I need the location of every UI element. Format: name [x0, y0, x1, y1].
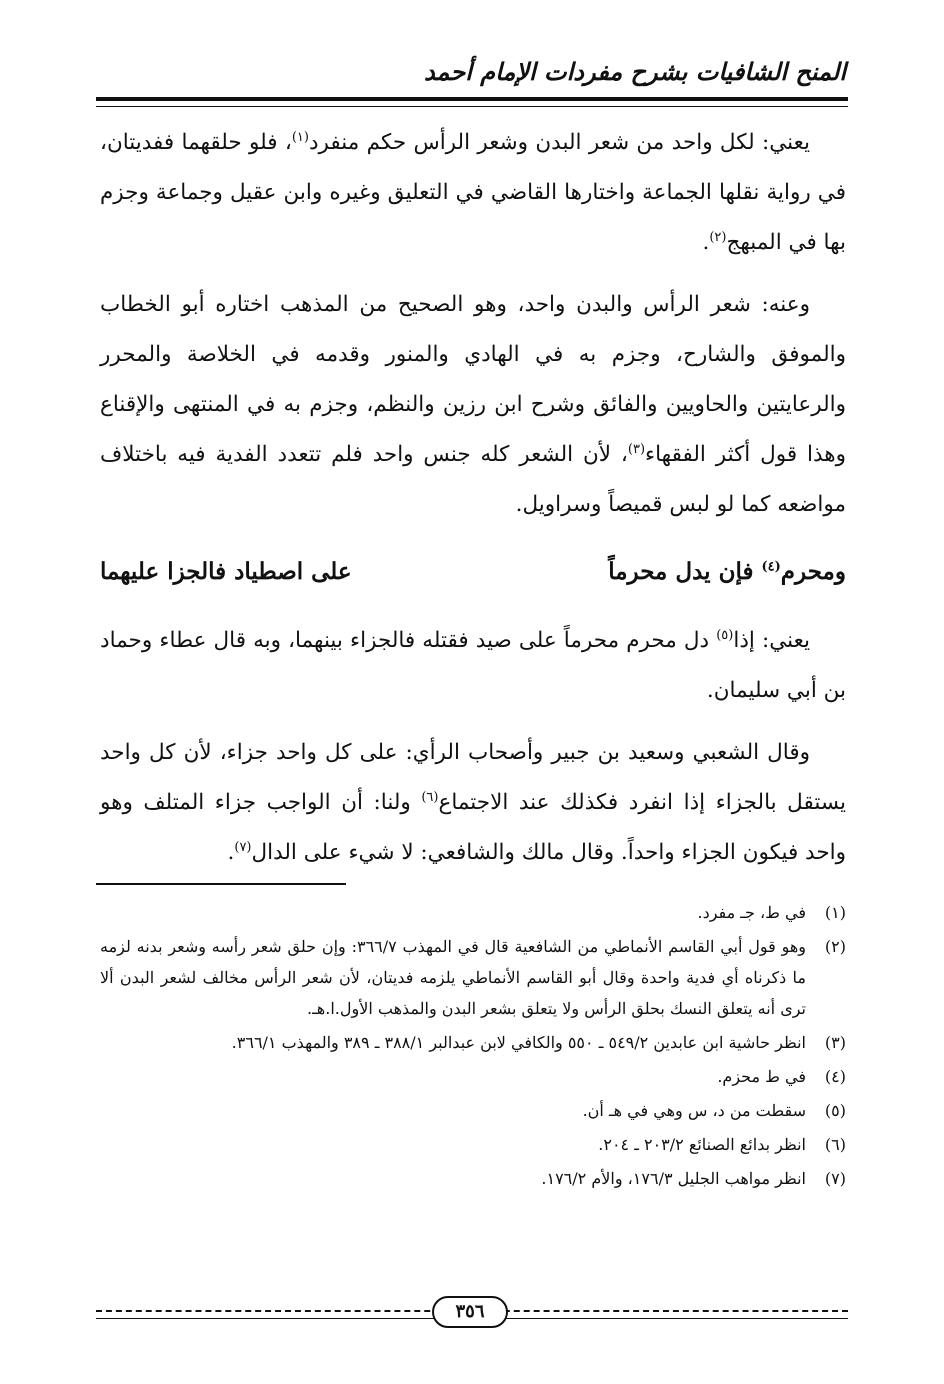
footnote-item: (٤) في ط محزم. — [717, 1067, 846, 1086]
header-rule-thin — [96, 106, 848, 107]
footnote-item: (٣) انظر حاشية ابن عابدين ٥٤٩/٢ ـ ٥٥٠ والكافي لابن عبدالبر ٣٨٨/١ ـ ٣٨٩ والمهذب ٣٦٦/١. — [231, 1033, 846, 1052]
footnotes — [100, 897, 846, 1197]
footnote-item: (١) في ط، جـ مفرد. — [697, 903, 846, 922]
footnote-ref-7: (٧) — [234, 839, 252, 855]
footnote-ref-1: (١) — [291, 129, 309, 145]
running-head: المنح الشافيات بشرح مفردات الإمام أحمد — [423, 57, 846, 86]
verse-first-hemistich: ومحرم$^{(٤)}$ فإن يدل محرماً — [608, 558, 846, 585]
footnote-ref-5: (٥) — [716, 627, 734, 643]
footnote-ref-2: (٢) — [709, 229, 727, 245]
footnote-separator — [96, 883, 346, 885]
footnote-item: (٢) وهو قول أبي القاسم الأنماطي من الشافعية قال في المهذب ٣٦٦/٧: وإن حلق شعر رأسه وشعر بدنه لزمه ما ذكرناه أي فدية واحدة وقال أبو القاسم الأنماطي يلزمه فديتان، لأن شعر الرأس مخالف لشعر البدن ألا ترى أنه يتعلق النسك بحلق الرأس ولا يتعلق بشعر البدن والمذهب الأول.ا.هـ. — [100, 937, 846, 1018]
footnote-ref-3: (٣) — [627, 441, 646, 457]
main-text — [100, 118, 846, 878]
footnote-ref-4: (٤) — [761, 559, 781, 575]
footnote-item: (٥) سقطت من د، س وهي في هـ أن. — [582, 1101, 846, 1120]
paragraph-4: وقال الشعبي وسعيد بن جبير وأصحاب الرأي: على كل واحد جزاء، لأن كل واحد يستقل بالجزاء إذا انفرد فكذلك عند الاجتماع$^{(٦)}$ ولنا: أن الواجب جزاء المتلف وهو واحد فيكون الجزاء واحداً. وقال مالك والشافعي: لا شيء على الدال$^{(٧)}$. — [100, 740, 846, 865]
footnote-item: (٧) انظر مواهب الجليل ١٧٦/٣، والأم ١٧٦/٢. — [541, 1169, 846, 1188]
verse-second-hemistich: على اصطياد فالجزا عليهما — [100, 558, 352, 585]
footnote-ref-6: (٦) — [421, 789, 439, 805]
header-rule-thick — [96, 97, 848, 101]
paragraph-3: يعني: إذا$^{(٥)}$ دل محرم محرماً على صيد فقتله فالجزاء بينهما، وبه قال عطاء وحماد بن أبي سليمان. — [100, 627, 846, 703]
page-number: ٣٥٦ — [432, 1296, 508, 1328]
paragraph-1: يعني: لكل واحد من شعر البدن وشعر الرأس حكم منفرد$^{(١)}$، فلو حلقهما ففديتان، في رواية نقلها الجماعة واختارها القاضي في التعليق وغيره وابن عقيل وجماعة وجزم بها في المبهج$^{(٢)}$. — [100, 129, 846, 255]
footnote-item: (٦) انظر بدائع الصنائع ٢٠٣/٢ ـ ٢٠٤. — [598, 1135, 846, 1154]
paragraph-2: وعنه: شعر الرأس والبدن واحد، وهو الصحيح من المذهب اختاره أبو الخطاب والموفق والشارح، وجزم به في الهادي والمنور وقدمه في الخلاصة والمحرر والرعايتين والحاويين والفائق وشرح ابن رزين والنظم، وجزم به في المنتهى والإقناع وهذا قول أكثر الفقهاء$^{(٣)}$، لأن الشعر كله جنس واحد فلم تتعدد الفدية فيه باختلاف مواضعه كما لو لبس قميصاً وسراويل. — [100, 292, 846, 517]
verse-line — [100, 550, 846, 594]
